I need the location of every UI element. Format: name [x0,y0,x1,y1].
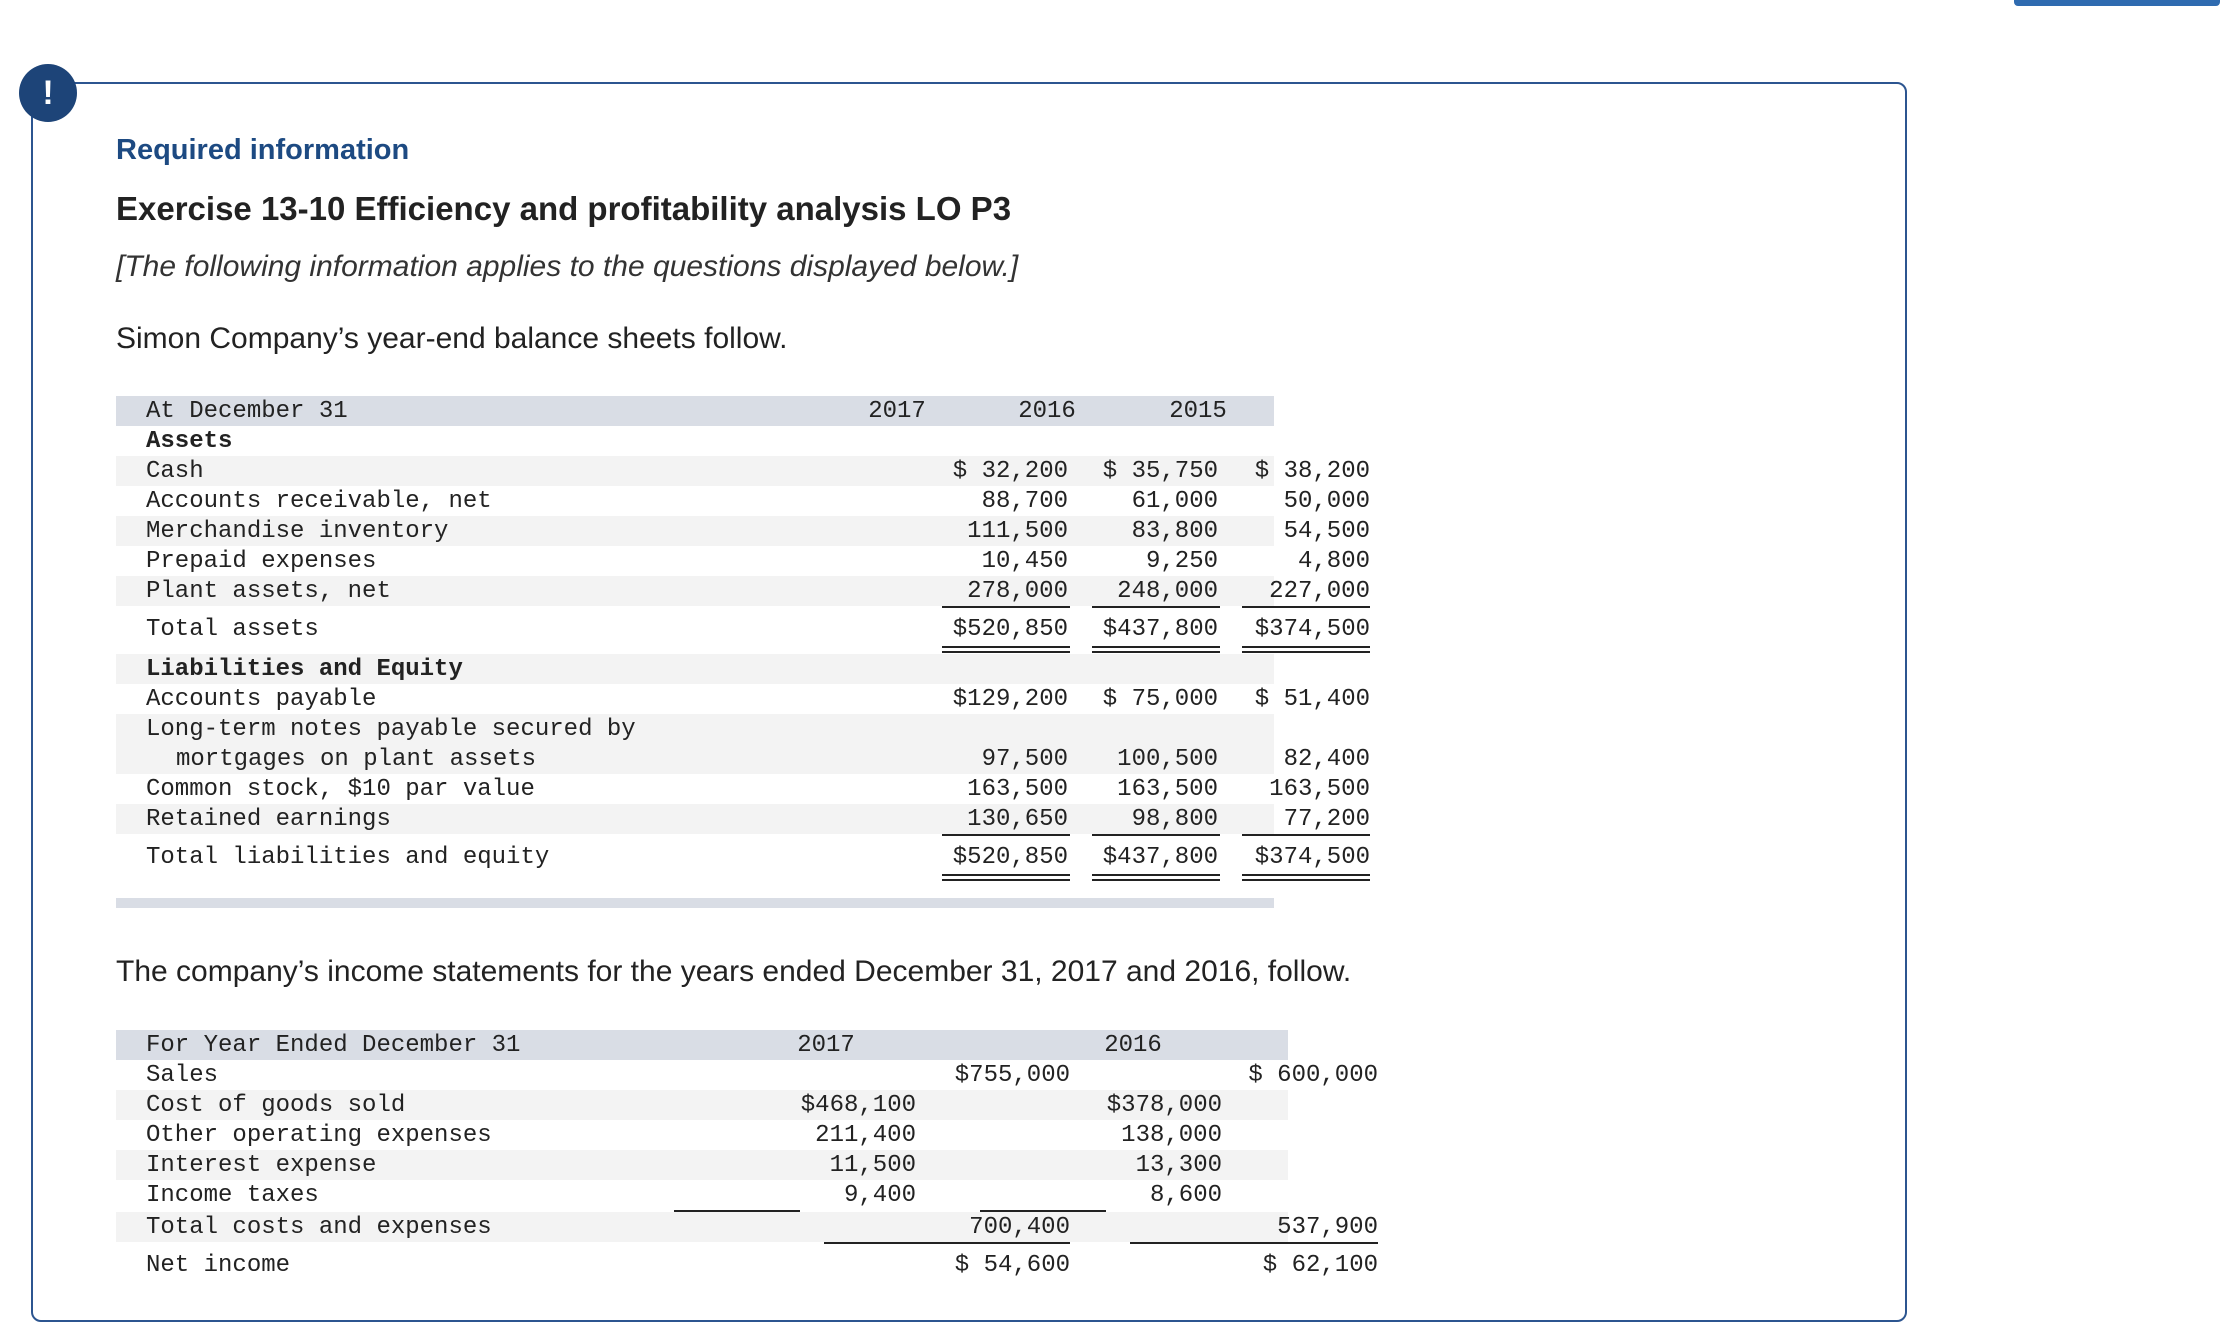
table-row [116,1090,1288,1120]
cell-2017: $ 54,600 [954,1252,1070,1279]
cell-2016: 100,500 [1117,746,1218,773]
underline [1092,834,1220,836]
row-label: Cost of goods sold [146,1092,406,1119]
row-label: Total assets [146,616,319,643]
required-info-heading: Required information [116,134,410,166]
cell-2017: $755,000 [954,1062,1070,1089]
row-label: Total liabilities and equity [146,844,550,871]
row-label: Accounts receivable, net [146,488,492,515]
cell-2015: 4,800 [1297,548,1370,575]
cell-2017: 700,400 [969,1214,1070,1241]
row-label: Interest expense [146,1152,377,1179]
cell-2017: 10,450 [981,548,1068,575]
cell-2015: 82,400 [1283,746,1370,773]
table-row [116,714,1370,774]
cell-2016: 537,900 [1277,1214,1378,1241]
cell-2016: 98,800 [1131,806,1218,833]
cell-2016: $378,000 [1106,1092,1222,1119]
table-row [116,804,1370,834]
cell-2017: $129,200 [952,686,1068,713]
double-underline [1092,874,1220,881]
double-underline [942,646,1070,653]
balance-intro-text: Simon Company’s year-end balance sheets follow. [116,322,788,355]
table-row [116,486,1370,516]
cell-2017: 211,400 [815,1122,916,1149]
cell-2016: 138,000 [1121,1122,1222,1149]
cell-2016: 8,600 [1149,1182,1222,1209]
row-label: Income taxes [146,1182,319,1209]
cell-2017: 11,500 [829,1152,916,1179]
year-2015-header: 2015 [1169,398,1227,425]
cell-2017: 111,500 [967,518,1068,545]
net-income-row [116,1250,1378,1280]
cell-2017: 97,500 [981,746,1068,773]
table-footer-bar [116,898,1274,908]
table-row [116,774,1370,804]
liabilities-label: Liabilities and Equity [146,656,463,683]
cell-2016: 163,500 [1117,776,1218,803]
cell-2015: 163,500 [1269,776,1370,803]
income-header-label: For Year Ended December 31 [146,1032,521,1059]
balance-header-label: At December 31 [146,398,348,425]
year-2016-header: 2016 [1104,1032,1162,1059]
table-row [116,1150,1288,1180]
cell-2016: $ 62,100 [1262,1252,1378,1279]
double-underline [1092,646,1220,653]
year-2017-header: 2017 [868,398,926,425]
row-label-continued: mortgages on plant assets [176,746,537,773]
table-row [116,684,1370,714]
cell-2016: $437,800 [1102,616,1218,643]
sales-row [116,1060,1378,1090]
total-costs-row [116,1212,1378,1242]
row-label: Long-term notes payable secured by [146,716,636,743]
underline [942,834,1070,836]
cell-2015: $ 51,400 [1254,686,1370,713]
year-2016-header: 2016 [1018,398,1076,425]
cell-2015: 227,000 [1269,578,1370,605]
table-row [116,456,1370,486]
income-intro-text: The company’s income statements for the years ended December 31, 2017 and 2016, follow. [116,955,1352,988]
table-row [116,516,1370,546]
cell-2016: 13,300 [1135,1152,1222,1179]
underline [1242,606,1370,608]
row-label: Common stock, $10 par value [146,776,535,803]
cell-2015: 50,000 [1283,488,1370,515]
cell-2017: $ 32,200 [952,458,1068,485]
liabilities-section-row [116,654,1274,684]
cell-2015: 54,500 [1283,518,1370,545]
cell-2015: 77,200 [1283,806,1370,833]
row-label: Merchandise inventory [146,518,449,545]
table-row [116,546,1370,576]
cell-2016: $ 75,000 [1102,686,1218,713]
double-underline [1242,646,1370,653]
row-label: Total costs and expenses [146,1214,492,1241]
row-label: Prepaid expenses [146,548,377,575]
exercise-title: Exercise 13-10 Efficiency and profitability analysis LO P3 [116,190,1012,227]
row-label: Other operating expenses [146,1122,492,1149]
table-row [116,1180,1288,1210]
applies-note: [The following information applies to the questions displayed below.] [116,250,1019,283]
cell-2016: $ 35,750 [1102,458,1218,485]
row-label: Retained earnings [146,806,391,833]
cell-2017: 88,700 [981,488,1068,515]
cell-2017: $520,850 [952,616,1068,643]
underline [1130,1242,1378,1244]
cell-2017: $520,850 [952,844,1068,871]
cell-2016: 61,000 [1131,488,1218,515]
cell-2017: 9,400 [843,1182,916,1209]
underline [824,1242,1070,1244]
table-row [116,1120,1288,1150]
cell-2017: 163,500 [967,776,1068,803]
underline [1242,834,1370,836]
cell-2016: 83,800 [1131,518,1218,545]
cell-2016: 9,250 [1145,548,1218,575]
cell-2016: $437,800 [1102,844,1218,871]
cell-2017: 130,650 [967,806,1068,833]
assets-label: Assets [146,428,233,455]
row-label: Cash [146,458,204,485]
total-assets-row [116,614,1370,644]
cell-2016: 248,000 [1117,578,1218,605]
table-row [116,576,1370,606]
balance-header-row [116,396,1274,426]
cell-2015: $374,500 [1254,844,1370,871]
cell-2017: $468,100 [800,1092,916,1119]
row-label: Net income [146,1252,291,1279]
underline [1092,606,1220,608]
double-underline [1242,874,1370,881]
row-label: Accounts payable [146,686,377,713]
row-label: Sales [146,1062,219,1089]
cell-2016: $ 600,000 [1248,1062,1378,1089]
income-header-row [116,1030,1288,1060]
underline [942,606,1070,608]
double-underline [942,874,1070,881]
cell-2015: $374,500 [1254,616,1370,643]
total-liabilities-row [116,842,1370,872]
assets-section-row [116,426,1274,456]
cell-2017: 278,000 [967,578,1068,605]
alert-icon: ! [19,64,77,122]
cell-2015: $ 38,200 [1254,458,1370,485]
year-2017-header: 2017 [797,1032,855,1059]
top-progress-accent [2014,0,2220,6]
row-label: Plant assets, net [146,578,391,605]
